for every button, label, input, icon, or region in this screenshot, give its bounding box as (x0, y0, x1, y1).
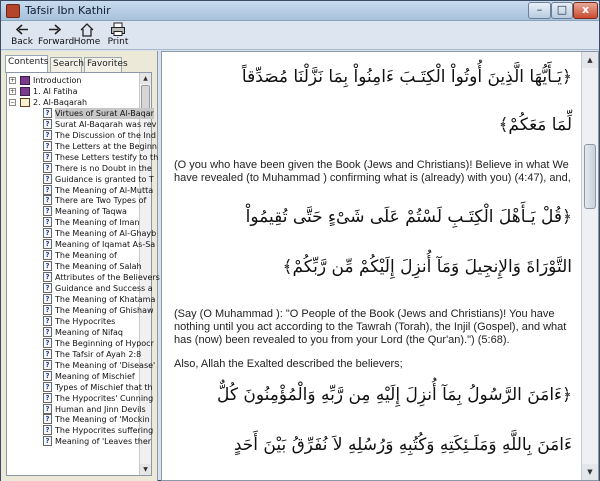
tree-item-label: These Letters testify to th (55, 152, 159, 162)
tree-item-label: Guidance is granted to T (55, 174, 154, 184)
tree-item-label: Surat Al-Baqarah was rev (55, 119, 157, 129)
printer-icon (110, 22, 126, 37)
tree-item-label: The Beginning of Hypocr (55, 338, 154, 348)
tree-item-label: There is no Doubt in the (55, 163, 152, 173)
help-topic-icon: ? (43, 228, 52, 238)
print-label: Print (107, 37, 129, 47)
help-topic-icon: ? (43, 119, 52, 129)
tree-topic-item[interactable] (43, 108, 154, 119)
tree-topic-item[interactable] (43, 261, 142, 272)
help-topic-icon: ? (43, 327, 52, 337)
arabic-verse-line: ﴿قُلْ يَـأَهْلَ الْكِتَـبِ لَسْتُمْ عَلَى شَىْءٍ حَتَّى تُقِيمُواْ (245, 207, 572, 227)
help-topic-icon: ? (43, 283, 52, 293)
home-label: Home (73, 37, 101, 47)
tree-item-label: The Meaning of 'Mockin (55, 415, 150, 425)
tree-topic-item[interactable] (43, 152, 159, 163)
forward-button[interactable] (38, 22, 75, 49)
tab-favorites[interactable]: Favorites (84, 57, 122, 72)
tree-topic-item[interactable] (43, 382, 153, 393)
forward-label: Forward (38, 37, 75, 47)
help-topic-icon: ? (43, 108, 52, 118)
help-topic-icon: ? (43, 349, 52, 359)
tree-topic-item[interactable] (43, 316, 139, 327)
back-label: Back (11, 37, 33, 47)
tree-item-label: The Meaning of Khatama (55, 295, 156, 304)
content-scrollbar[interactable] (581, 52, 598, 480)
help-topic-icon: ? (43, 316, 52, 326)
scroll-up-arrow-icon[interactable]: ▲ (582, 52, 598, 68)
tree-item-label: Attributes of the Believers (55, 273, 160, 283)
scroll-up-arrow-icon[interactable]: ▲ (140, 73, 151, 84)
tree-topic-item[interactable] (43, 141, 157, 152)
translation-paragraph: (Say (O Muhammad ): "O People of the Book (Jews and Christians)! You have nothing until you act according to the Tawrah (Torah), the Injil (Gospel), and what has (now) been revealed to you from your Lord (the Qur'an).") (5:68). (174, 308, 567, 346)
tree-item-label: The Letters at the Beginn (55, 141, 157, 151)
content-scroll-thumb[interactable] (584, 144, 596, 209)
help-topic-icon: ? (43, 250, 52, 260)
tree-topic-item[interactable] (43, 436, 152, 447)
help-topic-icon: ? (43, 163, 52, 173)
help-topic-icon: ? (43, 152, 52, 162)
arabic-verse-line: ءَامَنَ بِاللَّهِ وَمَلَـئِكَتِهِ وَكُتُبِهِ وَرُسُلِهِ لاَ نُفَرِّقُ بَيْنَ أَحَدٍ (233, 435, 572, 455)
tree-root-item[interactable] (9, 75, 139, 86)
back-button[interactable] (7, 22, 37, 49)
help-topic-icon: ? (43, 393, 52, 403)
arabic-verse-line: ﴿يَـأَيُّهَا الَّذِينَ أُوتُواْ الْكِتَـبَ ءَامِنُواْ بِمَا نَزَّلْنَا مُصَدِّقاً (241, 67, 572, 87)
tree-item-label: 2. Al-Baqarah (33, 97, 88, 107)
tree-topic-item[interactable] (43, 327, 139, 338)
tree-topic-item[interactable] (43, 338, 154, 349)
tree-item-label: Human and Jinn Devils (55, 404, 146, 414)
tree-topic-item[interactable] (43, 217, 139, 228)
tree-item-label: Meaning of 'Leaves ther (55, 437, 152, 447)
tree-item-label: Meaning of Nifaq (55, 327, 123, 337)
tree-item-label: The Meaning of Al-Mutta (55, 185, 154, 195)
minimize-button[interactable]: – (528, 2, 551, 19)
tree-item-label: The Discussion of the Ind (55, 130, 156, 140)
arabic-verse-line: لِّمَا مَعَكُمْ﴾ (498, 115, 572, 135)
tab-search[interactable]: Search (50, 57, 82, 72)
help-topic-icon: ? (43, 174, 52, 184)
arabic-verse-line: ﴿ءَامَنَ الرَّسُولُ بِمَآ أُنزِلَ إِلَيْهِ مِن رَّبِّهِ وَالْمُؤْمِنُونَ كُلٌّ (217, 385, 572, 405)
tree-item-label: The Meaning of Iman (55, 218, 140, 228)
print-button[interactable] (106, 22, 130, 49)
help-topic-icon: ? (43, 425, 52, 435)
navigation-pane (1, 51, 158, 481)
help-topic-icon: ? (43, 239, 52, 249)
tree-item-label: The Meaning of (55, 251, 117, 261)
help-topic-icon: ? (43, 261, 52, 271)
help-topic-icon: ? (43, 382, 52, 392)
contents-tree[interactable] (6, 72, 160, 476)
tree-item-label: 1. Al Fatiha (33, 86, 78, 96)
tab-contents[interactable]: Contents (5, 55, 48, 73)
tree-topic-item[interactable] (43, 371, 139, 382)
help-topic-icon: ? (43, 404, 52, 414)
help-topic-icon: ? (43, 130, 52, 140)
tree-item-label: The Hypocrites suffering (55, 426, 154, 436)
tree-item-label: Meaning of Mischief (55, 371, 135, 381)
tree-item-label: Introduction (33, 76, 82, 85)
title-bar[interactable] (1, 1, 599, 21)
tree-topic-item[interactable] (43, 425, 154, 436)
help-topic-icon: ? (43, 294, 52, 304)
tree-item-label: Virtues of Surat Al-Baqar (55, 108, 154, 118)
tree-item-label: The Meaning of Salah (55, 262, 142, 272)
translation-paragraph: Also, Allah the Exalted described the believers; (174, 358, 403, 370)
close-button[interactable]: x (573, 2, 598, 19)
help-topic-icon: ? (43, 141, 52, 151)
arabic-verse-line: التَّوْرَاةَ وَالإِنجِيلَ وَمَآ أُنزِلَ إِلَيْكُمْ مِّن رَّبِّكُمْ﴾ (282, 257, 572, 277)
tree-topic-item[interactable] (43, 414, 150, 425)
help-topic-icon: ? (43, 436, 52, 446)
tree-item-label: The Meaning of 'Disease' (55, 360, 156, 370)
tree-topic-item[interactable] (43, 119, 157, 130)
tree-item-label: The Meaning of Ghishaw (55, 305, 154, 315)
help-topic-icon: ? (43, 338, 52, 348)
open-book-icon (20, 98, 30, 107)
help-topic-icon: ? (43, 305, 52, 315)
tree-item-label: Meaning of Iqamat As-Sa (55, 240, 156, 250)
home-icon (79, 22, 95, 37)
tree-topic-item[interactable] (43, 130, 156, 141)
home-button[interactable] (73, 22, 101, 49)
book-icon (20, 76, 30, 85)
tree-topic-item[interactable] (43, 404, 146, 415)
tree-item-label: Types of Mischief that th (55, 382, 153, 392)
tree-root-item[interactable] (9, 86, 139, 97)
toolbar (1, 21, 599, 50)
tree-topic-item[interactable] (43, 185, 154, 196)
forward-arrow-icon (47, 22, 63, 37)
help-topic-icon: ? (43, 195, 52, 205)
help-topic-icon: ? (43, 217, 52, 227)
scroll-down-arrow-icon[interactable]: ▼ (582, 464, 598, 480)
expand-toggle-icon[interactable]: − (10, 98, 16, 106)
window-title: Tafsir Ibn Kathir (25, 4, 111, 17)
tree-topic-item[interactable] (43, 283, 153, 294)
tree-item-label: The Meaning of Al-Ghayb (55, 229, 157, 239)
translation-paragraph: (O you who have been given the Book (Jews and Christians)! Believe in what We have revealed (to Muhammad ) confirming what is (already) with you) (4:47), and, (174, 159, 571, 184)
tree-item-label: The Tafsir of Ayah 2:8 (55, 349, 142, 359)
help-topic-icon: ? (43, 371, 52, 381)
tree-topic-item[interactable] (43, 228, 157, 239)
tree-topic-item[interactable] (43, 349, 142, 360)
tree-item-label: Guidance and Success a (55, 284, 153, 294)
help-topic-icon: ? (43, 272, 52, 282)
tree-topic-item[interactable] (43, 174, 154, 185)
book-icon (20, 87, 30, 96)
expand-toggle-icon[interactable]: + (10, 87, 16, 95)
tree-topic-item[interactable] (43, 206, 139, 217)
tree-topic-item[interactable] (43, 393, 154, 404)
tree-item-label: There are Two Types of (55, 196, 147, 206)
app-icon (6, 4, 20, 18)
tree-topic-item[interactable] (43, 272, 160, 283)
tree-topic-item[interactable] (43, 360, 156, 371)
tree-topic-item[interactable] (43, 294, 156, 305)
tree-item-label: Meaning of Taqwa (55, 207, 127, 217)
tree-topic-item[interactable] (43, 195, 147, 206)
help-topic-icon: ? (43, 414, 52, 424)
tree-root-item[interactable] (9, 97, 139, 108)
expand-toggle-icon[interactable]: + (10, 77, 16, 84)
tree-topic-item[interactable] (43, 305, 154, 316)
tree-item-label: The Hypocrites' Cunning (55, 393, 154, 403)
scroll-down-arrow-icon[interactable]: ▼ (140, 464, 151, 475)
maximize-button[interactable]: □ (551, 2, 573, 19)
tree-item-label: The Hypocrites (55, 316, 116, 326)
tree-topic-item[interactable] (43, 250, 139, 261)
back-arrow-icon (14, 22, 30, 37)
content-pane (161, 51, 599, 481)
help-topic-icon: ? (43, 206, 52, 216)
help-topic-icon: ? (43, 185, 52, 195)
tree-topic-item[interactable] (43, 239, 156, 250)
help-topic-icon: ? (43, 360, 52, 370)
tree-topic-item[interactable] (43, 163, 152, 174)
